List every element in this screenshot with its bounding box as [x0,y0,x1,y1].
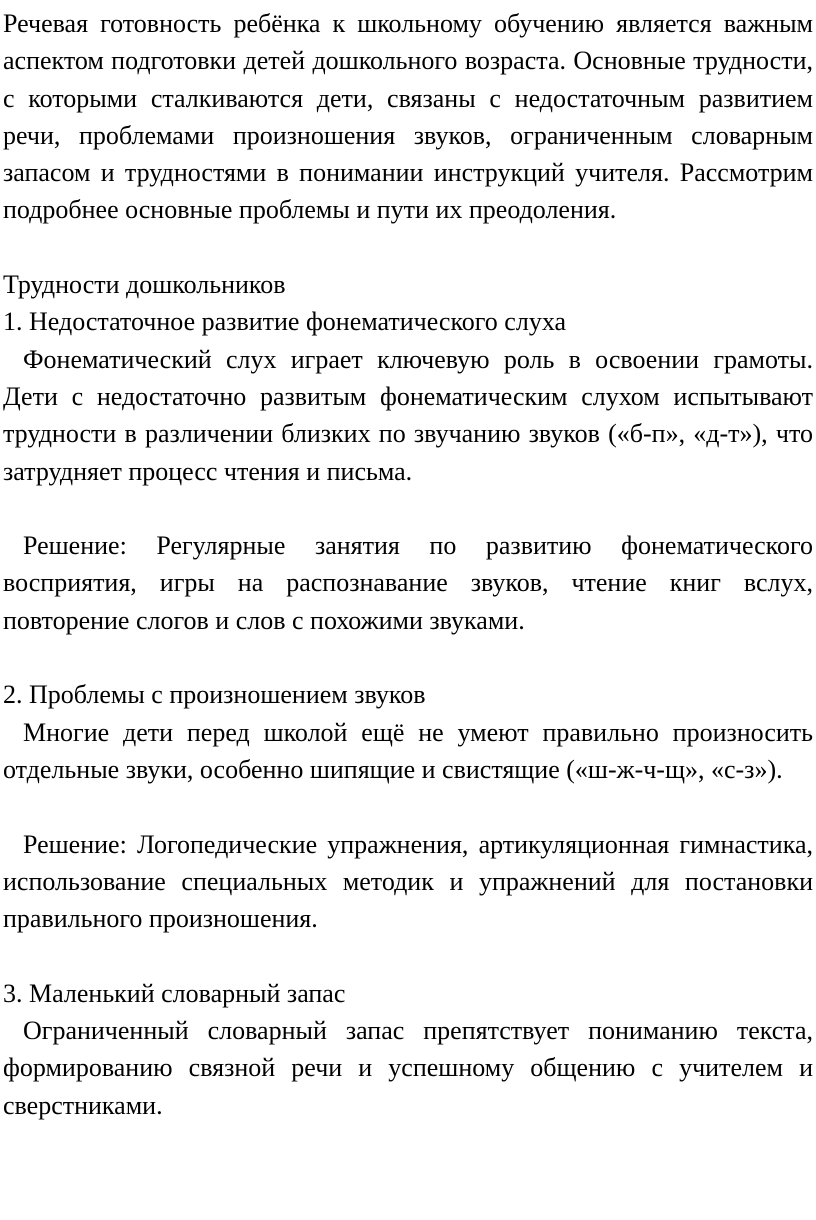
spacer [3,937,813,974]
spacer [3,639,813,676]
item-heading: 3. Маленький словарный запас [3,978,346,1008]
spacer [3,490,813,527]
spacer [3,229,813,266]
spacer [3,788,813,825]
item-solution: Решение: Регулярные занятия по развитию фонематического восприятия, игры на распознавание звуков, чтение книг вслух, повторение слогов и слов с похожими звуками. [3,531,813,635]
intro-paragraph: Речевая готовность ребёнка к школьному обучению является важным аспектом подготовки детей дошкольного возраста. Основные трудности, с которыми сталкиваются дети, связаны с недостаточным развитием речи, проблемами произношения звуков, ограниченным словарным запасом и трудностями в понимании инструкций учителя. Рассмотрим подробнее основные проблемы и пути их преодоления. [3,9,813,225]
item-description: Ограниченный словарный запас препятствует пониманию текста, формированию связной речи и успешному общению с учителем и сверстниками. [3,1016,813,1120]
item-heading: 1. Недостаточное развитие фонематического слуха [3,307,567,337]
section-title: Трудности дошкольников [3,270,286,300]
item-solution: Решение: Логопедические упражнения, артикуляционная гимнастика, использование специальных методик и упражнений для постановки правильного произношения. [3,829,813,934]
item-description: Многие дети перед школой ещё не умеют правильно произносить отдельные звуки, особенно шипящие и свистящие («ш-ж-ч-щ», «с-з»). [3,717,813,784]
document-page [3,5,813,1124]
item-heading: 2. Проблемы с произношением звуков [3,680,426,710]
item-description: Фонематический слух играет ключевую роль в освоении грамоты. Дети с недостаточно развитым фонематическим слухом испытывают трудности в различении близких по звучанию звуков («б-п», «д-т»), что затрудняет процесс чтения и письма. [3,344,813,486]
